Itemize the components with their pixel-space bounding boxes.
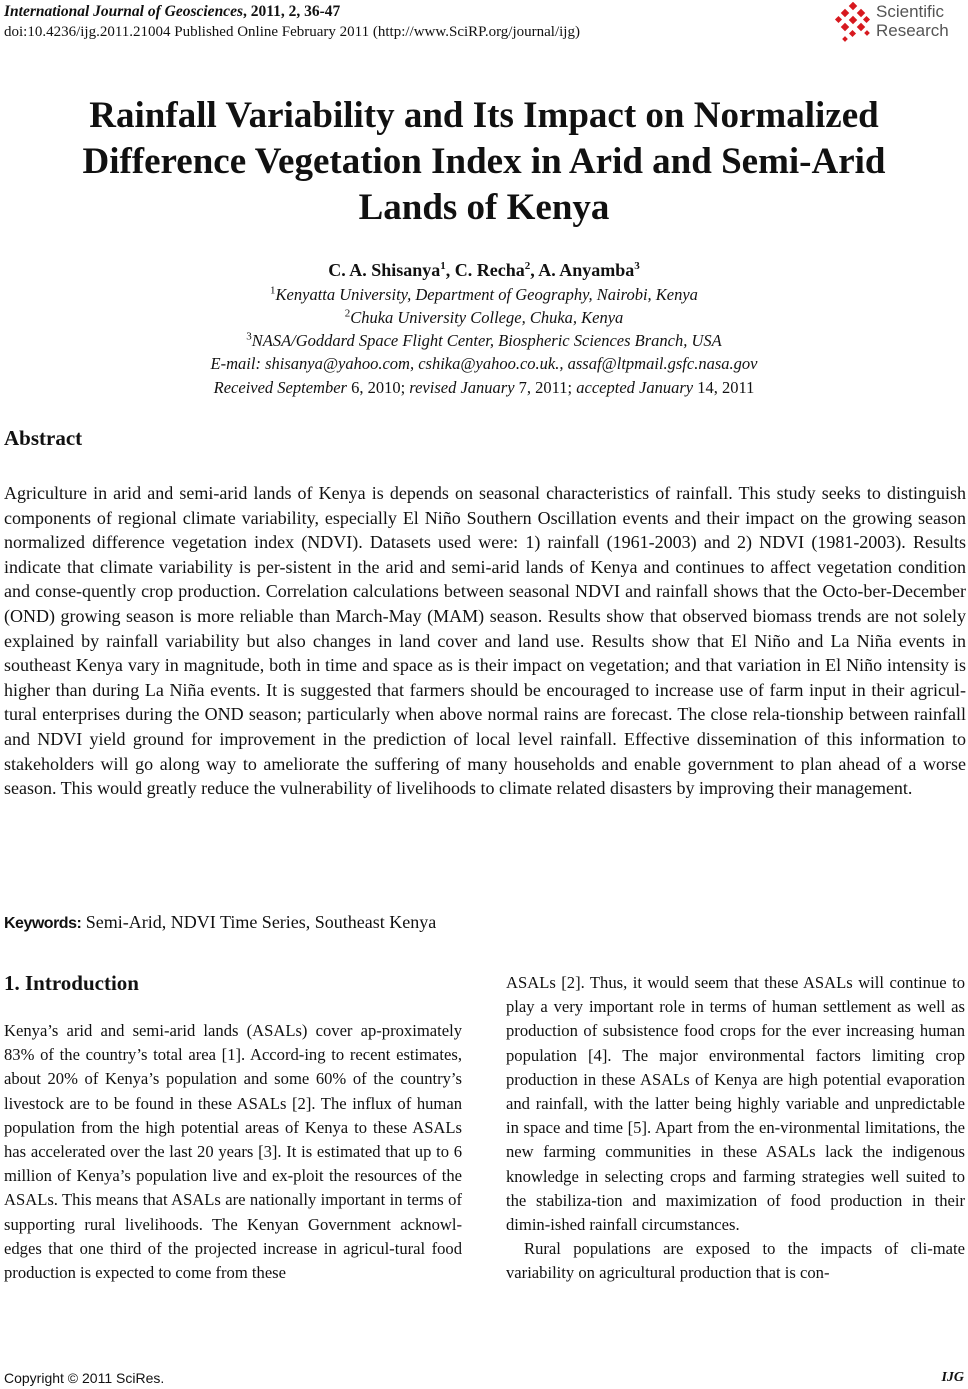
author-3: , A. Anyamba (530, 260, 635, 280)
publisher-logo (834, 2, 964, 46)
paper-title (0, 93, 968, 231)
affiliation-3: $^3$NASA/Goddard Space Flight Center, Biospheric Sciences Branch, USA (246, 330, 722, 350)
author-3-sup: 3 (634, 260, 640, 272)
author-2: , C. Recha (445, 260, 525, 280)
journal-citation (4, 3, 340, 21)
email-label: E-mail (210, 354, 256, 373)
author-1-sup: 1 (440, 260, 446, 272)
affiliation-1: $^1$Kenyatta University, Department of Geography, Nairobi, Kenya (270, 284, 698, 304)
intro-paragraph-2: Rural populations are exposed to the impacts of cli-mate variability on agricultural production that is con- (506, 1239, 965, 1283)
logo-wordmark (876, 2, 949, 40)
title-line-1: Rainfall Variability and Its Impact on Normalized (89, 95, 879, 136)
author-2-sup: 2 (524, 260, 531, 272)
dates-line: Received September 6, 2010; revised January 7, 2011; accepted January 14, 2011 (213, 378, 755, 397)
left-column (4, 1019, 462, 1285)
doi-line: doi:10.4236/ijg.2011.21004 Published Online February 2011 (http://www.SciRP.org/journal/ijg) (4, 24, 580, 40)
author-1: C. A. Shisanya (328, 260, 441, 280)
intro-paragraph-1-cont: ASALs [2]. Thus, it would seem that these ASALs will continue to play a very important role in terms of human settlement as well as production of subsistence food crops for the ever increasing human population [4]. The major environmental factors limiting crop production in these ASALs of Kenya are high potential evaporation and rainfall, with the latter being highly variable and unpredictable in space and time [5]. Apart from the en-vironmental limitations, the new farming communities in these ASALs lack the indigenous knowledge in selecting crops and farming strategies well suited to the stabiliza-tion and maximization of food production in their dimin-ished rainfall circumstances. (506, 973, 965, 1235)
intro-paragraph-1: Kenya’s arid and semi-arid lands (ASALs) cover ap-proximately 83% of the country’s total area [1]. Accord-ing to recent estimates, about 20% of Kenya’s population and some 60% of the country’s livestock are to be found in these ASALs [2]. The influx of human population from the high potential areas of Kenya to these ASALs has accelerated over the last 20 years [3]. It is estimated that up to 6 million of Kenya’s population live and ex-ploit the resources of the ASALs. This means that ASALs are nationally important in terms of supporting rural livelihoods. The Kenyan Government acknowl-edges that one third of the projected increase in agricul-tural food production is expected to come from these (4, 1021, 462, 1283)
author-list (0, 260, 968, 281)
keywords-text: Semi-Arid, NDVI Time Series, Southeast Kenya (81, 912, 437, 932)
email-addresses[interactable]: : shisanya@yahoo.com, cshika@yahoo.co.uk., assaf@ltpmail.gsfc.nasa.gov (255, 354, 758, 373)
journal-abbr-footer: IJG (941, 1370, 964, 1385)
logo-line-2: Research (876, 21, 949, 40)
volume-info: , 2011, 2, 36-47 (242, 3, 341, 20)
right-column (506, 971, 965, 1286)
copyright-footer: Copyright © 2011 SciRes. (4, 1370, 165, 1386)
keywords-label: Keywords: (4, 915, 82, 932)
scirp-logo-icon (834, 2, 874, 46)
section-heading-introduction: 1. Introduction (4, 971, 139, 995)
keywords-line (4, 912, 436, 933)
title-line-2: Difference Vegetation Index in Arid and Semi-Arid (82, 141, 886, 182)
abstract-text: Agriculture in arid and semi-arid lands of Kenya is depends on seasonal characteristics of rainfall. This study seeks to distinguish components of regional climate variability, especially El Niño Southern Oscillation events and their impact on the growing season normalized difference vegetation index (NDVI). Datasets used were: 1) rainfall (1961-2003) and 2) NDVI (1981-2003). Results indicate that climate variability is per-sistent in the arid and semi-arid lands of Kenya and continues to affect vegetation condition and conse-quently crop production. Correlation calculations between seasonal NDVI and rainfall shows that the Octo-ber-December (OND) growing season is more reliable than March-May (MAM) season. Results show that observed biomass trends are not solely explained by rainfall variability but also changes in land cover and land use. Results show that El Niño and La Niña events in southeast Kenya vary in magnitude, both in time and space as is their impact on vegetation; and that variation in El Niño intensity is higher than during La Niña events. It is suggested that farmers should be encouraged to increase use of farm input in their agricul-tural enterprises during the OND season; particularly when above normal rains are forecast. The close rela-tionship between rainfall and NDVI yield ground for improvement in the prediction of local level rainfall. Effective dissemination of this information to stakeholders will go along way to ameliorate the suffering of many households and enable government to plan ahead of a worse season. This would greatly reduce the vulnerability of livelihoods to climate related disasters by improving their management. (4, 483, 966, 799)
email-line (0, 354, 968, 374)
logo-line-1: Scientific (876, 2, 945, 21)
journal-name: International Journal of Geosciences (4, 3, 243, 20)
affiliation-2: $^2$Chuka University College, Chuka, Kenya (344, 307, 624, 327)
title-line-3: Lands of Kenya (358, 187, 610, 228)
abstract-heading: Abstract (4, 426, 83, 450)
